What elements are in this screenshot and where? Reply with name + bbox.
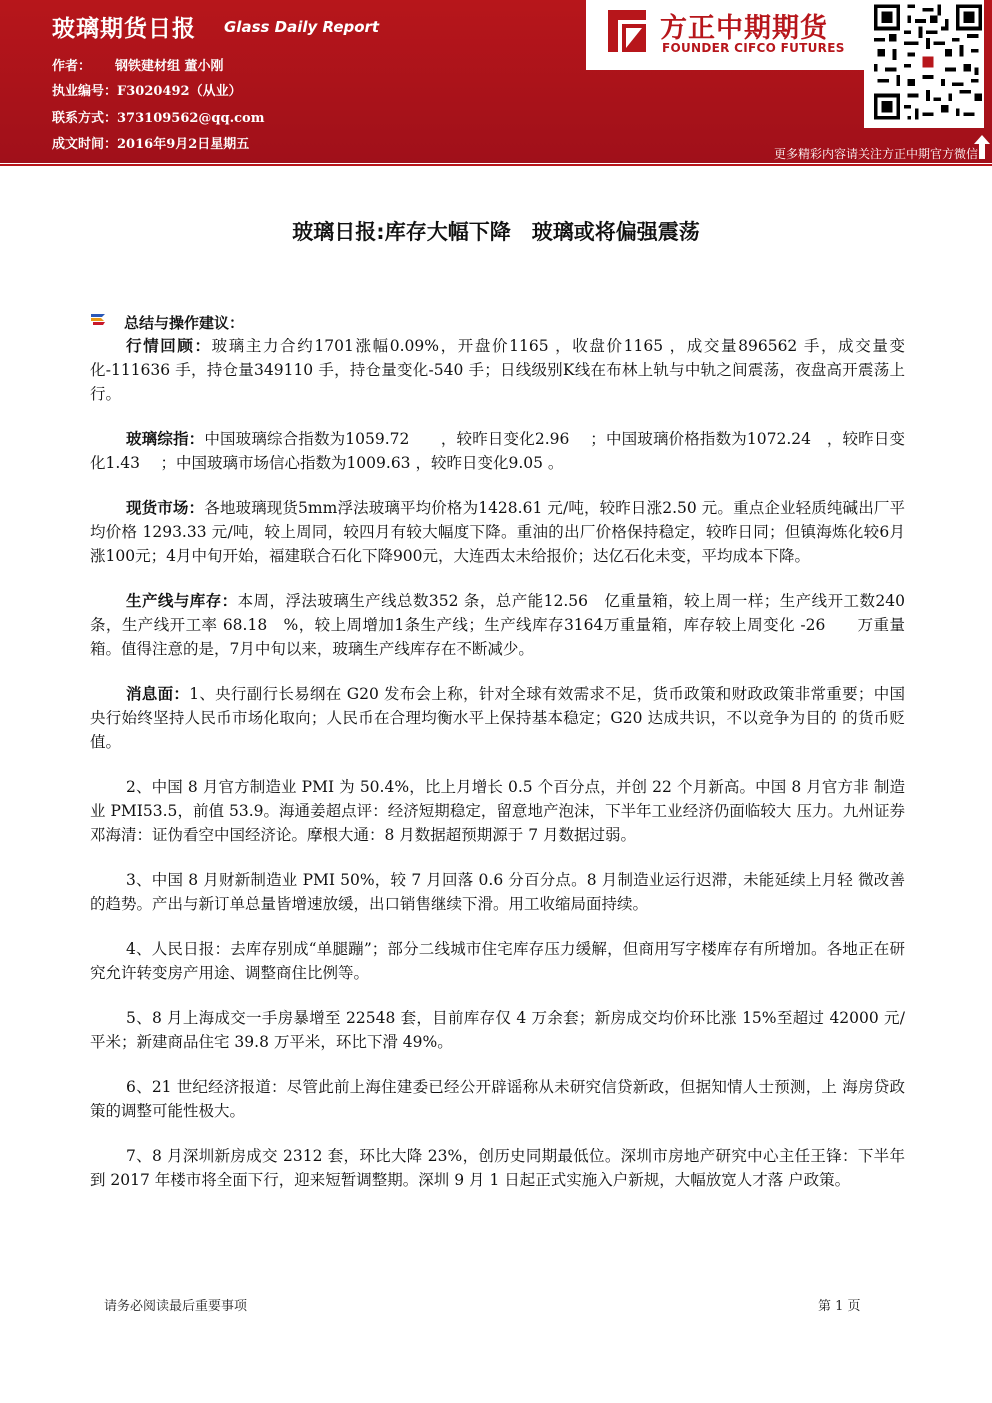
author-line bbox=[52, 55, 224, 74]
contact-label: 联系方式： bbox=[52, 111, 118, 126]
paragraph-production-inventory bbox=[90, 589, 921, 661]
paragraph-text: 6、21 世纪经济报道：尽管此前上海住建委已经公开辟谣称从未研究信贷新政，但据知情人士预测，上 海房贷政策的调整可能性极大。 bbox=[90, 1078, 905, 1120]
paragraph-news-6 bbox=[90, 1075, 905, 1123]
author-label: 作者： bbox=[52, 59, 92, 74]
report-title-en: Glass Daily Report bbox=[224, 18, 380, 36]
report-body bbox=[90, 334, 921, 1213]
arrow-up-icon bbox=[974, 135, 990, 159]
company-logo-icon bbox=[600, 6, 650, 56]
paragraph-news-1 bbox=[90, 682, 905, 754]
company-name-cn: 方正中期期货 bbox=[660, 13, 828, 44]
paragraph-text: 1、央行副行长易纲在 G20 发布会上称，针对全球有效需求不足，货币政策和财政政策非常重要；中国 央行始终坚持人民币市场化取向；人民币在合理均衡水平上保持基本稳定；G20 达成共识，不以竞争为目的 的货币贬值。 bbox=[90, 685, 905, 751]
paragraph-news-2 bbox=[90, 775, 905, 847]
paragraph-label: 生产线与库存： bbox=[126, 592, 238, 610]
paragraph-text: 5、8 月上海成交一手房暴增至 22548 套，目前库存仅 4 万余套；新房成交均价环比涨 15%至超过 42000 元/平米；新建商品住宅 39.8 万平米，环比下滑 49%。 bbox=[90, 1009, 905, 1051]
paragraph-label: 消息面： bbox=[126, 685, 190, 703]
contact-value: 373109562@qq.com bbox=[117, 111, 265, 126]
paragraph-news-7 bbox=[90, 1144, 905, 1192]
section-bullet-icon bbox=[90, 312, 106, 326]
date-line bbox=[52, 133, 249, 152]
paragraph-news-5 bbox=[90, 1006, 905, 1054]
follow-wechat-text: 更多精彩内容请关注方正中期官方微信 bbox=[773, 147, 978, 161]
paragraph-text: 7、8 月深圳新房成交 2312 套，环比大降 23%，创历史同期最低位。深圳市房地产研究中心主任王锋：下半年到 2017 年楼市将全面下行，迎来短暂调整期。深圳 9 月 1 日起正式实施入户新规，大幅放宽人才落 户政策。 bbox=[90, 1147, 905, 1189]
paragraph-text: 玻璃主力合约1701涨幅0.09%，开盘价1165 ，收盘价1165 ，成交量896562 手，成交量变化-111636 手，持仓量349110 手，持仓量变化-540 手；日线级别K线在布林上轨与中轨之间震荡，夜盘高开震荡上行。 bbox=[90, 337, 905, 403]
report-title-cn: 玻璃期货日报 bbox=[52, 16, 196, 42]
date-label: 成文时间： bbox=[52, 137, 118, 152]
company-name-en: FOUNDER CIFCO FUTURES bbox=[662, 41, 845, 55]
paragraph-glass-index bbox=[90, 427, 905, 475]
paragraph-text: 2、中国 8 月官方制造业 PMI 为 50.4%，比上月增长 0.5 个百分点，并创 22 个月新高。中国 8 月官方非 制造业 PMI53.5，前值 53.9。海通姜超点评：经济短期稳定，留意地产泡沫，下半年工业经济仍面临较大 压力。九州证券邓海清：证伪看空中国经济论。摩根大通：8 月数据超预期源于 7 月数据过弱。 bbox=[90, 778, 905, 844]
date-value: 2016年9月2日星期五 bbox=[117, 137, 250, 152]
paragraph-label: 现货市场： bbox=[126, 499, 205, 517]
paragraph-text: 本周，浮法玻璃生产线总数352 条，总产能12.56 亿重量箱，较上周一样；生产线开工数240 条，生产线开工率 68.18 %，较上周增加1条生产线；生产线库存3164万重量箱，库存较上周变化 -26 万重量箱。值得注意的是，7月中旬以来，玻璃生产线库存在不断减少。 bbox=[90, 592, 921, 658]
header-divider bbox=[0, 164, 992, 166]
paragraph-label: 行情回顾： bbox=[126, 337, 212, 355]
license-label: 执业编号： bbox=[52, 84, 118, 99]
paragraph-text: 中国玻璃综合指数为1059.72 ，较昨日变化2.96 ；中国玻璃价格指数为1072.24 ，较昨日变化1.43 ；中国玻璃市场信心指数为1009.63 ，较昨日变化9.05 。 bbox=[90, 430, 905, 472]
paragraph-text: 3、中国 8 月财新制造业 PMI 50%，较 7 月回落 0.6 分百分点。8 月制造业运行迟滞，未能延续上月轻 微改善的趋势。产出与新订单总量皆增速放缓，出口销售继续下滑。用工收缩局面持续。 bbox=[90, 871, 905, 913]
section-heading: 总结与操作建议： bbox=[124, 314, 245, 332]
contact-line bbox=[52, 107, 264, 126]
document-title: 玻璃日报:库存大幅下降 玻璃或将偏强震荡 bbox=[292, 220, 700, 244]
paragraph-label: 玻璃综指： bbox=[126, 430, 205, 448]
footer-notice: 请务必阅读最后重要事项 bbox=[104, 1299, 248, 1314]
paragraph-text: 各地玻璃现货5mm浮法玻璃平均价格为1428.61 元/吨，较昨日涨2.50 元。重点企业轻质纯碱出厂平均价格 1293.33 元/吨，较上周同，较四月有较大幅度下降。重油的出厂价格保持稳定，较昨日同；但镇海炼化较6月涨100元；4月中旬开始，福建联合石化下降900元，大连西太未给报价；达亿石化未变，平均成本下降。 bbox=[90, 499, 905, 565]
paragraph-text: 4、人民日报：去库存别成“单腿蹦”；部分二线城市住宅库存压力缓解，但商用写字楼库存有所增加。各地正在研究允许转变房产用途、调整商住比例等。 bbox=[90, 940, 905, 982]
paragraph-news-4 bbox=[90, 937, 905, 985]
paragraph-spot-market bbox=[90, 496, 905, 568]
qr-code-icon bbox=[874, 4, 982, 120]
author-value: 钢铁建材组 董小刚 bbox=[115, 59, 224, 74]
paragraph-news-3 bbox=[90, 868, 905, 916]
license-line bbox=[52, 80, 242, 99]
paragraph-market-review bbox=[90, 334, 905, 406]
page-number: 第 1 页 bbox=[818, 1299, 861, 1314]
license-value: F3020492（从业） bbox=[117, 84, 242, 99]
